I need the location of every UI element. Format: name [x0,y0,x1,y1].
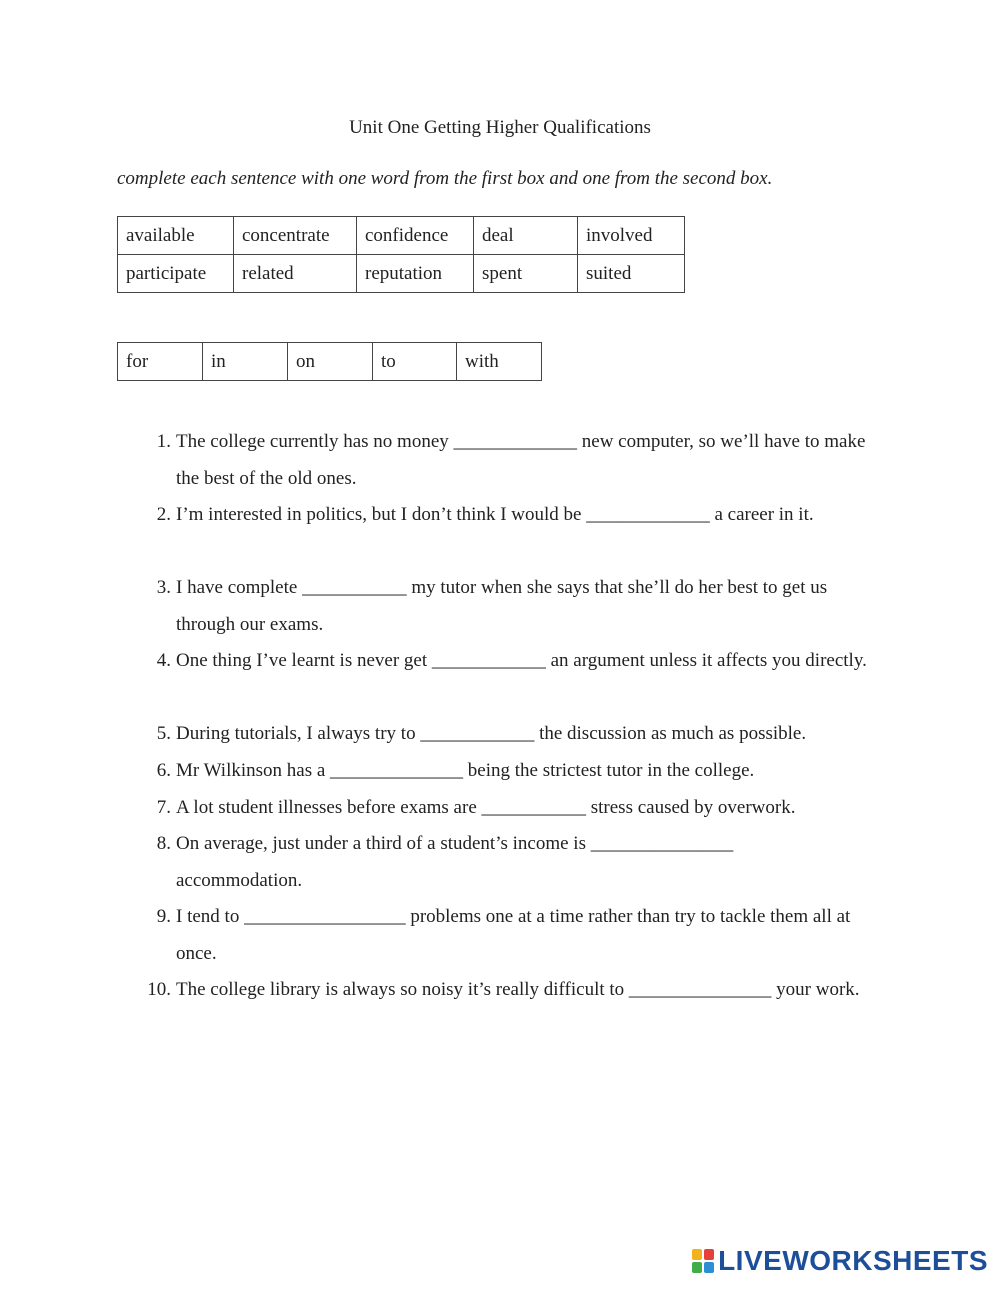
question-text: Mr Wilkinson has a ______________ being the strictest tutor in the college. [176,760,755,781]
word-cell: related [234,255,357,293]
word-box-row [118,255,685,293]
word-box-row [118,343,542,381]
preposition-cell: to [373,343,457,381]
question-number: 1. [156,431,171,452]
word-cell: suited [578,255,685,293]
question-text: The college currently has no money _____________ new computer, so we’ll have to make the best of the old ones. [176,431,866,489]
question-text: On average, just under a third of a student’s income is _______________ accommodation. [176,833,734,891]
question-item [145,643,890,680]
question-item [145,972,865,1009]
question-text: I have complete ___________ my tutor when she says that she’ll do her best to get us through our exams. [176,577,828,635]
question-number: 2. [156,504,171,525]
liveworksheets-logo [692,1245,988,1277]
question-number: 6. [156,760,171,781]
question-item [145,826,825,899]
question-item [145,790,890,827]
question-text: I tend to _________________ problems one at a time rather than try to tackle them all at once. [176,906,851,964]
question-text: During tutorials, I always try to ____________ the discussion as much as possible. [176,723,807,744]
question-item [145,424,890,497]
question-text: I’m interested in politics, but I don’t think I would be _____________ a career in it. [176,504,814,525]
word-cell: participate [118,255,234,293]
word-cell: confidence [357,217,474,255]
instruction-text: complete each sentence with one word from the first box and one from the second box. [117,168,773,189]
question-number: 10. [147,979,171,1000]
word-box-row [118,217,685,255]
word-cell: concentrate [234,217,357,255]
word-cell: deal [474,217,578,255]
question-number: 7. [156,797,171,818]
page-title: Unit One Getting Higher Qualifications [349,117,651,138]
question-item [145,753,890,790]
question-text: One thing I’ve learnt is never get ____________ an argument unless it affects you directly. [176,650,867,671]
preposition-cell: for [118,343,203,381]
question-item [145,497,890,534]
word-cell: involved [578,217,685,255]
question-number: 4. [156,650,171,671]
question-number: 8. [156,833,171,854]
question-item [145,716,890,753]
liveworksheets-logo-icon [692,1249,714,1273]
preposition-cell: in [203,343,288,381]
preposition-cell: with [457,343,542,381]
question-text: A lot student illnesses before exams are ___________ stress caused by overwork. [176,797,796,818]
word-box-verbs [117,216,685,293]
word-cell: spent [474,255,578,293]
question-number: 9. [156,906,171,927]
word-box-prepositions [117,342,542,381]
question-number: 5. [156,723,171,744]
word-cell: reputation [357,255,474,293]
preposition-cell: on [288,343,373,381]
logo-text: LIVEWORKSHEETS [718,1245,988,1276]
question-text: The college library is always so noisy it’s really difficult to _______________ your work. [176,979,860,1000]
question-number: 3. [156,577,171,598]
word-cell: available [118,217,234,255]
question-item [145,899,865,972]
question-item [145,570,890,643]
